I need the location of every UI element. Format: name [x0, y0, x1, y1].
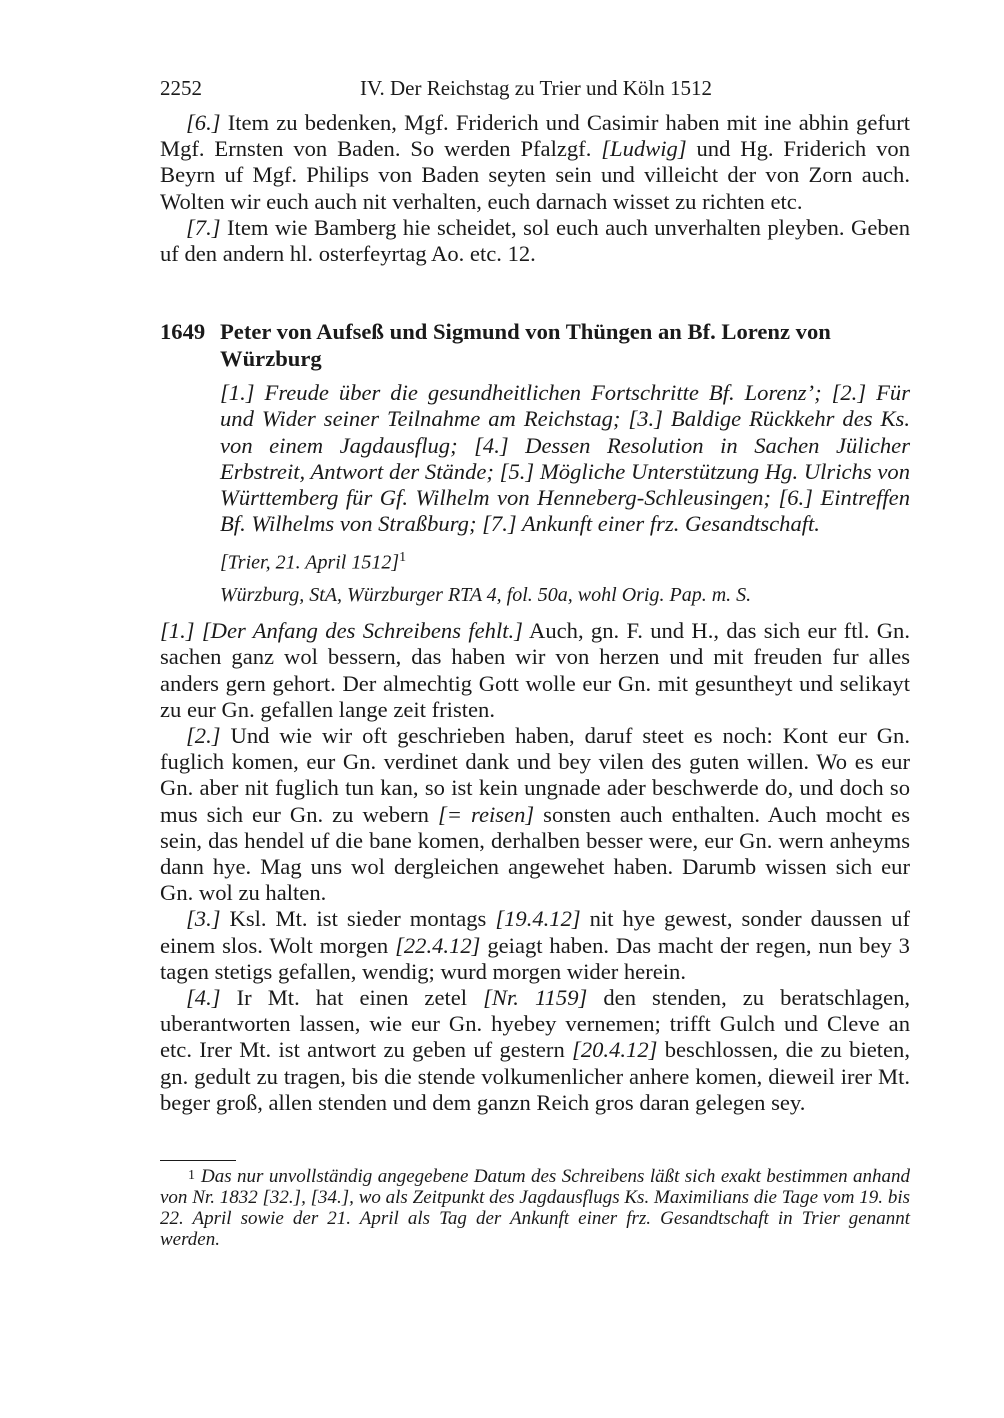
- paragraph-marker: [7.]: [186, 214, 221, 240]
- paragraph-1: [1.] [Der Anfang des Schreibens fehlt.] Auch, gn. F. und H., das sich eur ftl. Gn. sachen ganz wol bessern, das haben wir von herzen und mit freuden fur alles anders gern gehort. Der almechtig Gott wolle eur Gn. mit gesuntheyt und selikayt zu eur Gn. gefallen lange zeit fristen.: [160, 618, 910, 722]
- editorial-note: [Der Anfang des Schreibens fehlt.]: [194, 618, 523, 644]
- footnote-rule: [160, 1160, 236, 1161]
- footnote-1: [160, 1165, 910, 1250]
- editorial-insertion: [19.4.12]: [495, 906, 581, 932]
- paragraph-marker: [6.]: [186, 110, 221, 135]
- editorial-insertion: [Nr. 1159]: [483, 984, 588, 1010]
- document-title: Peter von Aufseß und Sigmund von Thüngen an Bf. Lorenz von Würzburg: [220, 319, 831, 371]
- document-1649: [160, 319, 910, 1116]
- document-number: 1649: [160, 319, 206, 345]
- paragraph-2: [2.] Und wie wir oft geschrieben haben, daruf steet es noch: Kont eur Gn. fuglich komen, eur Gn. verdinet dank und bey vilen des guten willen. Wo es eur Gn. aber nit fuglich tun kan, so ist kein ungnade ader beschwerde do, und doch so mus sich eur Gn. zu webern [= reisen] sonsten auch enthalten. Auch mocht es sein, das hendel uf die bane komen, derhalben besser were, eur Gn. wern anheyms dann hye. Mag uns wol dergleichen angewehet haben. Darumb wissen sich eur Gn. wol zu halten.: [160, 722, 910, 906]
- page-body: [160, 76, 910, 1116]
- footnote-text: Das nur unvollständig angegebene Datum des Schreibens läßt sich exakt bestimmen anhand von Nr. 1832 [32.], [34.], wo als Zeitpunkt des Jagdausflugs Ks. Maximilians die Tage vom 19. bis 22. April sowie der 21. April als Tag der Ankunft einer frz. Gesandtschaft in Trier genannt werden.: [160, 1166, 910, 1250]
- document-regest: [1.] Freude über die gesundheitlichen Fortschritte Bf. Lorenz’; [2.] Für und Wider seiner Teilnahme am Reichstag; [3.] Baldige Rückkehr des Ks. von einem Jagdausflug; [4.] Dessen Resolution in Sachen Jülicher Erbstreit, Antwort der Stände; [5.] Mögliche Unterstützung Hg. Ulrichs von Württemberg für Gf. Wilhelm von Henneberg-Schleusingen; [6.] Eintreffen Bf. Wilhelms von Straßburg; [7.] Ankunft einer frz. Gesandtschaft.: [220, 380, 910, 537]
- document-date: [Trier, 21. April 1512]$^1$: [220, 550, 407, 575]
- editorial-insertion: [Ludwig]: [601, 136, 687, 162]
- running-header: [160, 76, 910, 110]
- editorial-insertion: [20.4.12]: [572, 1037, 658, 1063]
- paragraph-3: [3.] Ksl. Mt. ist sieder montags [19.4.12] nit hye gewest, sonder daussen uf einem slos. Wolt morgen [22.4.12] geiagt haben. Das macht der regen, nun bey 3 tagen stetigs gefallen, wendig; wurd morgen wider herein.: [160, 906, 910, 984]
- running-title: IV. Der Reichstag zu Trier und Köln 1512: [360, 76, 712, 100]
- paragraph-4: [4.] Ir Mt. hat einen zetel [Nr. 1159] den stenden, zu beratschlagen, uberantworten lassen, wie eur Gn. hyebey vernemen; trifft Gulch und Cleve an etc. Irer Mt. ist antwort zu geben uf gestern [20.4.12] beschlossen, die zu bieten, gn. gedult zu tragen, bis die stende volkumenlicher anhere komen, dieweil irer Mt. beger groß, allen stenden und dem ganzn Reich gros daran gelegen sey.: [160, 984, 911, 1115]
- paragraph-prev-7: [7.] Item wie Bamberg hie scheidet, sol euch auch unverhalten pleyben. Geben uf den andern hl. osterfeyrtag Ao. etc. 12.: [160, 214, 910, 267]
- editorial-insertion: [= reisen]: [437, 801, 535, 827]
- document-source: Würzburg, StA, Würzburger RTA 4, fol. 50a, wohl Orig. Pap. m. S.: [220, 584, 752, 607]
- footnotes: [160, 1160, 910, 1250]
- paragraph-marker: [4.]: [186, 984, 221, 1010]
- page-number: 2252: [160, 76, 202, 100]
- paragraph-marker: [1.]: [160, 618, 195, 644]
- document-heading: [160, 319, 910, 372]
- paragraph-prev-6: [6.] Item zu bedenken, Mgf. Friderich und Casimir haben mit ine abhin gefurt Mgf. Ernsten von Baden. So werden Pfalzgf. [Ludwig] und Hg. Friderich von Beyrn uf Mgf. Philips von Baden seyten sein und villeicht der von Zorn auch. Wolten wir euch auch nit verhalten, euch darnach wisset zu richten etc.: [160, 110, 910, 214]
- editorial-insertion: [22.4.12]: [395, 932, 481, 958]
- footnote-reference: 1: [399, 550, 407, 566]
- footnote-marker: 1: [188, 1168, 195, 1183]
- paragraph-marker: [3.]: [186, 906, 221, 932]
- paragraph-marker: [2.]: [186, 722, 221, 748]
